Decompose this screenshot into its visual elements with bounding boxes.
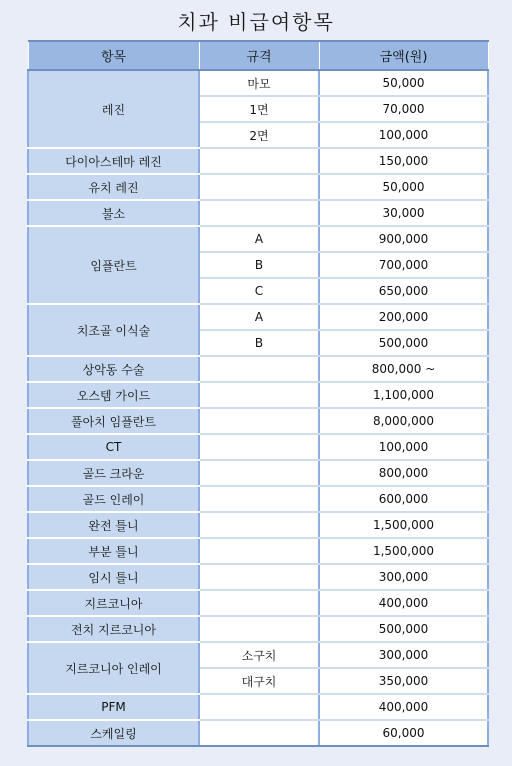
price-cell: 50,000 [319,174,488,200]
item-cell: PFM [28,694,199,720]
spec-cell [199,694,319,720]
table-row [28,642,488,668]
table-row [28,616,488,642]
price-cell: 150,000 [319,148,488,174]
table-row [28,174,488,200]
price-cell: 300,000 [319,564,488,590]
spec-cell [199,564,319,590]
header-row [28,41,488,70]
fee-table-body [28,70,488,746]
page-title: 치과 비급여항목 [177,10,335,34]
price-cell: 500,000 [319,330,488,356]
price-cell: 700,000 [319,252,488,278]
item-cell: CT [28,434,199,460]
price-cell: 500,000 [319,616,488,642]
item-cell: 임시 틀니 [28,564,199,590]
fee-table [27,40,489,747]
header-spec: 규격 [199,41,319,70]
table-row [28,148,488,174]
table-row [28,512,488,538]
price-cell: 30,000 [319,200,488,226]
price-cell: 800,000 [319,460,488,486]
table-row [28,200,488,226]
header-price: 금액(원) [319,41,488,70]
spec-cell [199,460,319,486]
item-cell: 불소 [28,200,199,226]
table-row [28,486,488,512]
table-row [28,460,488,486]
spec-cell [199,590,319,616]
price-cell: 50,000 [319,70,488,96]
price-cell: 350,000 [319,668,488,694]
price-cell: 200,000 [319,304,488,330]
item-cell: 임플란트 [28,226,199,304]
spec-cell: B [199,330,319,356]
item-cell: 골드 크라운 [28,460,199,486]
spec-cell: 소구치 [199,642,319,668]
table-row [28,304,488,330]
spec-cell [199,356,319,382]
spec-cell [199,408,319,434]
spec-cell [199,616,319,642]
price-cell: 1,500,000 [319,512,488,538]
price-cell: 650,000 [319,278,488,304]
spec-cell: 1면 [199,96,319,122]
item-cell: 전치 지르코니아 [28,616,199,642]
spec-cell: A [199,304,319,330]
price-cell: 900,000 [319,226,488,252]
price-cell: 300,000 [319,642,488,668]
spec-cell [199,148,319,174]
item-cell: 유치 레진 [28,174,199,200]
table-row [28,408,488,434]
price-cell: 600,000 [319,486,488,512]
price-cell: 100,000 [319,122,488,148]
spec-cell [199,720,319,746]
item-cell: 오스템 가이드 [28,382,199,408]
price-cell: 8,000,000 [319,408,488,434]
table-row [28,564,488,590]
price-cell: 800,000 ~ [319,356,488,382]
header-item: 항목 [28,41,199,70]
price-cell: 1,500,000 [319,538,488,564]
price-cell: 100,000 [319,434,488,460]
item-cell: 골드 인레이 [28,486,199,512]
item-cell: 상악동 수술 [28,356,199,382]
spec-cell: 2면 [199,122,319,148]
spec-cell [199,174,319,200]
table-row [28,382,488,408]
item-cell: 치조골 이식술 [28,304,199,356]
spec-cell: 대구치 [199,668,319,694]
price-cell: 1,100,000 [319,382,488,408]
item-cell: 스케일링 [28,720,199,746]
spec-cell: B [199,252,319,278]
table-row [28,720,488,746]
item-cell: 풀아치 임플란트 [28,408,199,434]
table-row [28,226,488,252]
item-cell: 지르코니아 인레이 [28,642,199,694]
price-cell: 60,000 [319,720,488,746]
table-row [28,590,488,616]
spec-cell [199,538,319,564]
item-cell: 지르코니아 [28,590,199,616]
spec-cell [199,200,319,226]
spec-cell: C [199,278,319,304]
spec-cell [199,512,319,538]
spec-cell [199,382,319,408]
spec-cell: 마모 [199,70,319,96]
table-row [28,356,488,382]
spec-cell: A [199,226,319,252]
spec-cell [199,434,319,460]
price-cell: 400,000 [319,694,488,720]
item-cell: 다이아스테마 레진 [28,148,199,174]
table-row [28,70,488,96]
item-cell: 완전 틀니 [28,512,199,538]
item-cell: 부분 틀니 [28,538,199,564]
table-row [28,434,488,460]
spec-cell [199,486,319,512]
table-row [28,694,488,720]
table-row [28,538,488,564]
item-cell: 레진 [28,70,199,148]
price-cell: 70,000 [319,96,488,122]
price-cell: 400,000 [319,590,488,616]
